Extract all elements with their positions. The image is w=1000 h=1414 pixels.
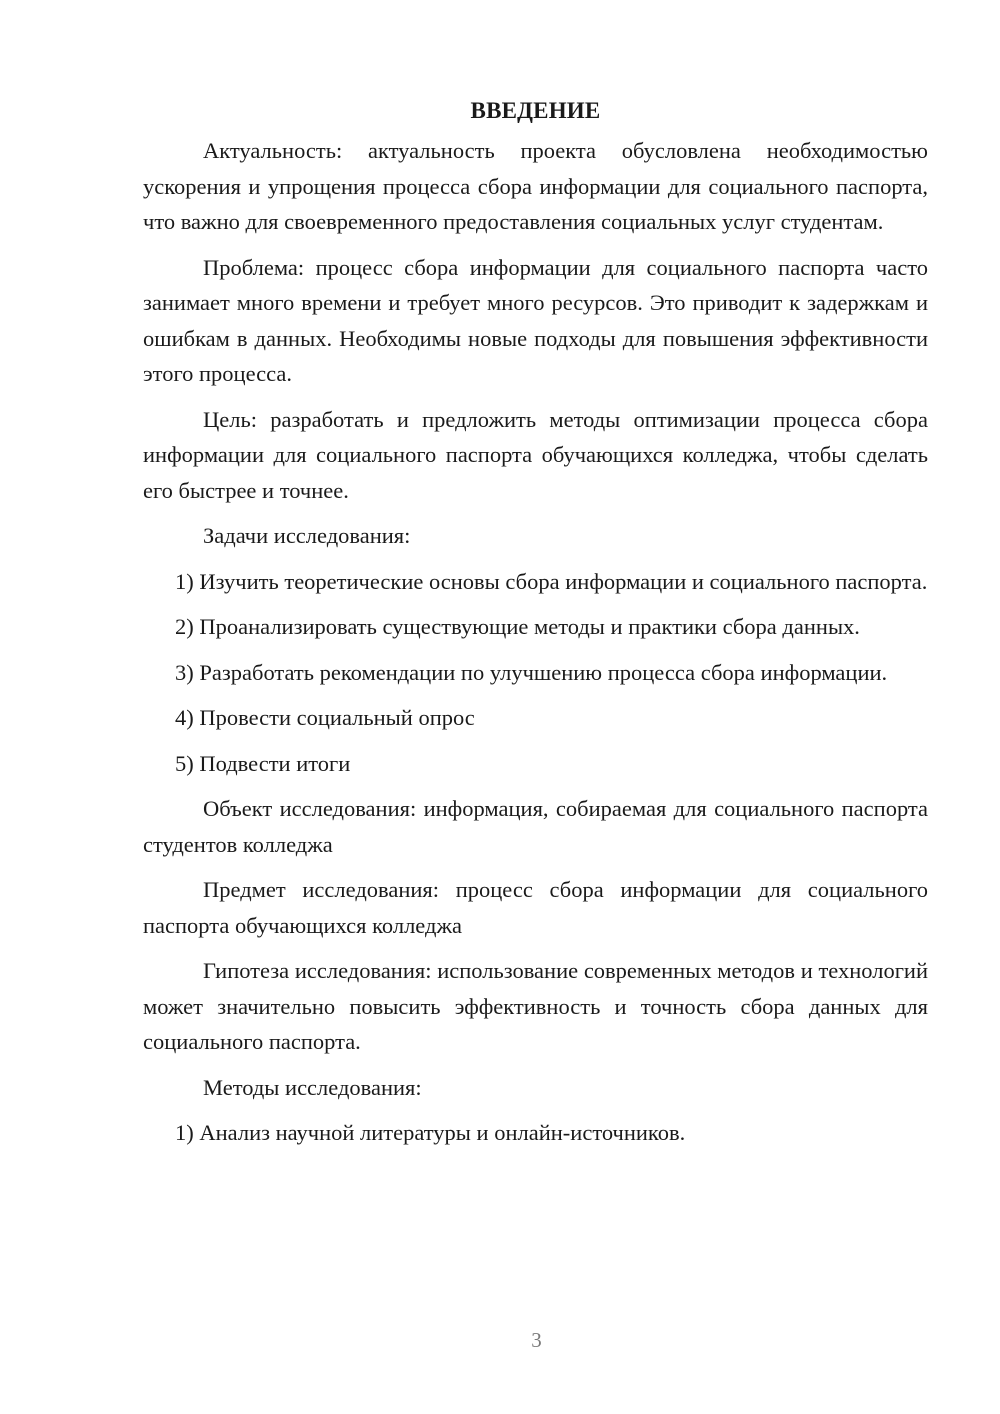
task-item: 5) Подвести итоги — [175, 750, 351, 776]
problem-paragraph: Проблема: процесс сбора информации для социального паспорта часто занимает много времени и требует много ресурсов. Это приводит к задержкам и ошибкам в данных. Необходимы новые подходы для повышения эффективности этого процесса. — [143, 254, 928, 386]
page-number: 3 — [531, 1328, 542, 1352]
method-item: 1) Анализ научной литературы и онлайн-источников. — [175, 1120, 686, 1145]
task-item: 1) Изучить теоретические основы сбора информации и социального паспорта. — [175, 568, 928, 594]
relevance-paragraph: Актуальность: актуальность проекта обусловлена необходимостью ускорения и упрощения процесса сбора информации для социального паспорта, что важно для своевременного предоставления социальных услуг студентам. — [143, 138, 928, 234]
methods-heading: Методы исследования: — [203, 1074, 422, 1100]
page-title: ВВЕДЕНИЕ — [470, 98, 601, 123]
object-paragraph: Объект исследования: информация, собираемая для социального паспорта студентов колледжа — [143, 796, 928, 857]
hypothesis-paragraph: Гипотеза исследования: использование современных методов и технологий может значительно повысить эффективность и точность сбора данных для социального паспорта. — [143, 958, 928, 1054]
task-item: 4) Провести социальный опрос — [175, 705, 475, 730]
goal-paragraph: Цель: разработать и предложить методы оптимизации процесса сбора информации для социального паспорта обучающихся колледжа, чтобы сделать его быстрее и точнее. — [143, 406, 928, 503]
task-item: 3) Разработать рекомендации по улучшению процесса сбора информации. — [175, 659, 888, 685]
subject-paragraph: Предмет исследования: процесс сбора информации для социального паспорта обучающихся колледжа — [143, 877, 928, 938]
tasks-heading: Задачи исследования: — [203, 523, 411, 548]
task-item: 2) Проанализировать существующие методы и практики сбора данных. — [175, 614, 860, 639]
document-page — [143, 93, 928, 1161]
